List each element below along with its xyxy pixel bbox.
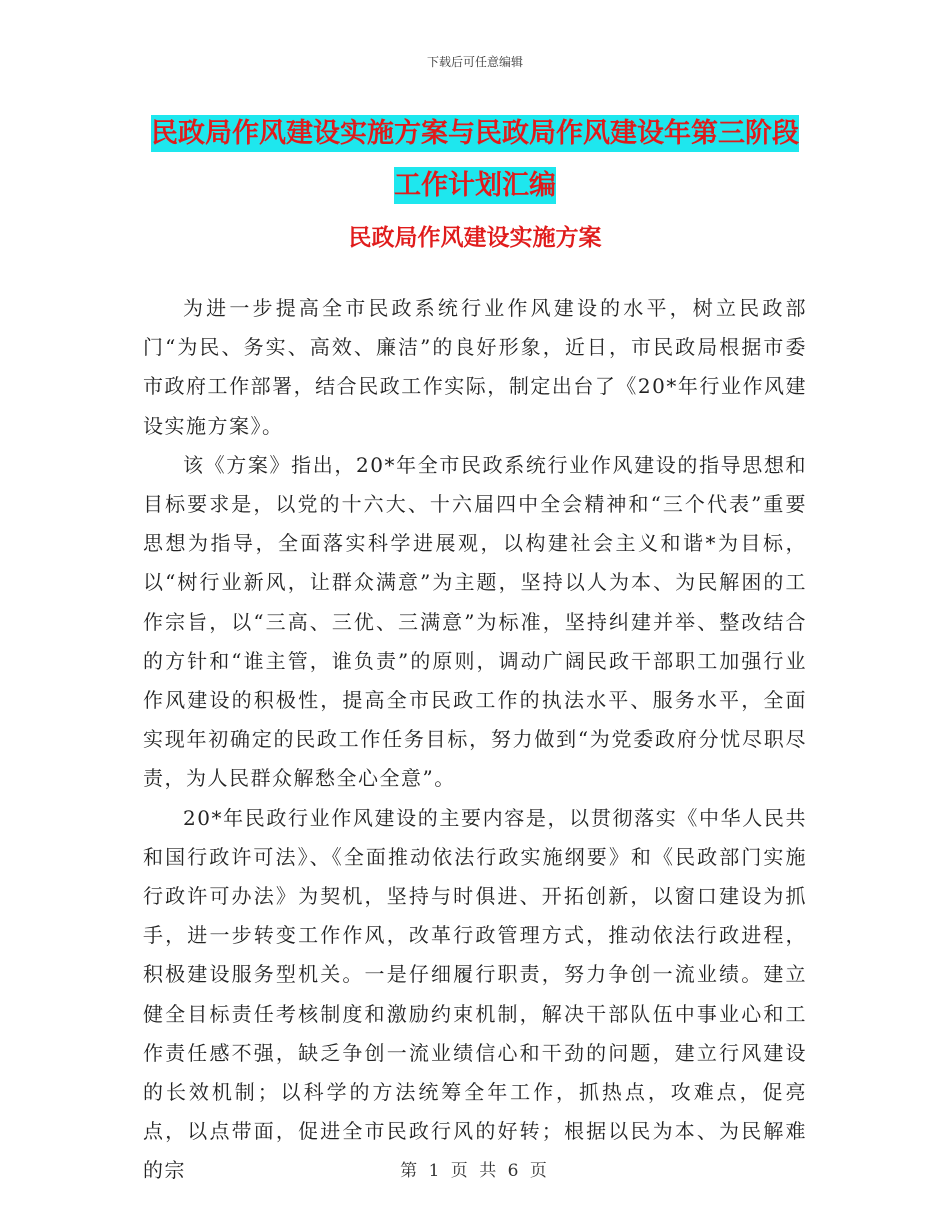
page-header-note: 下载后可任意编辑 bbox=[426, 55, 523, 69]
document-body bbox=[143, 289, 807, 1191]
paragraph: 20*年民政行业作风建设的主要内容是，以贯彻落实《中华人民共和国行政许可法》、《全面推动依法行政实施纲要》和《民政部门实施行政许可办法》为契机，坚持与时俱进、开拓创新，以窗口建设为抓手，进一步转变工作作风，改革行政管理方式，推动依法行政进程，积极建设服务型机关。一是仔细履行职责，努力争创一流业绩。建立健全目标责任考核制度和激励约束机制，解决干部队伍中事业心和工作责任感不强，缺乏争创一流业绩信心和干劲的问题，建立行风建设的长效机制；以科学的方法统筹全年工作，抓热点，攻难点，促亮点，以点带面，促进全市民政行风的好转；根据以民为本、为民解难的宗 bbox=[143, 805, 807, 1183]
paragraph: 为进一步提高全市民政系统行业作风建设的水平，树立民政部门“为民、务实、高效、廉洁”的良好形象，近日，市民政局根据市委市政府工作部署，结合民政工作实际，制定出台了《20*年行业作风建设实施方案》。 bbox=[143, 296, 807, 438]
document-title-text: 民政局作风建设实施方案与民政局作风建设年第三阶段工作计划汇编 bbox=[151, 115, 799, 204]
page-number-footer: 第 1 页 共 6 页 bbox=[400, 1161, 550, 1181]
section-title: 民政局作风建设实施方案 bbox=[348, 225, 602, 251]
paragraph: 该《方案》指出，20*年全市民政系统行业作风建设的指导思想和目标要求是，以党的十六大、十六届四中全会精神和“三个代表”重要思想为指导，全面落实科学进展观，以构建社会主义和谐*为目标，以“树行业新风，让群众满意”为主题，坚持以人为本、为民解困的工作宗旨，以“三高、三优、三满意”为标准，坚持纠建并举、整改结合的方针和“谁主管，谁负责”的原则，调动广阔民政干部职工加强行业作风建设的积极性，提高全市民政工作的执法水平、服务水平，全面实现年初确定的民政工作任务目标，努力做到“为党委政府分忧尽职尽责，为人民群众解愁全心全意”。 bbox=[143, 452, 807, 791]
document-title bbox=[150, 108, 800, 212]
